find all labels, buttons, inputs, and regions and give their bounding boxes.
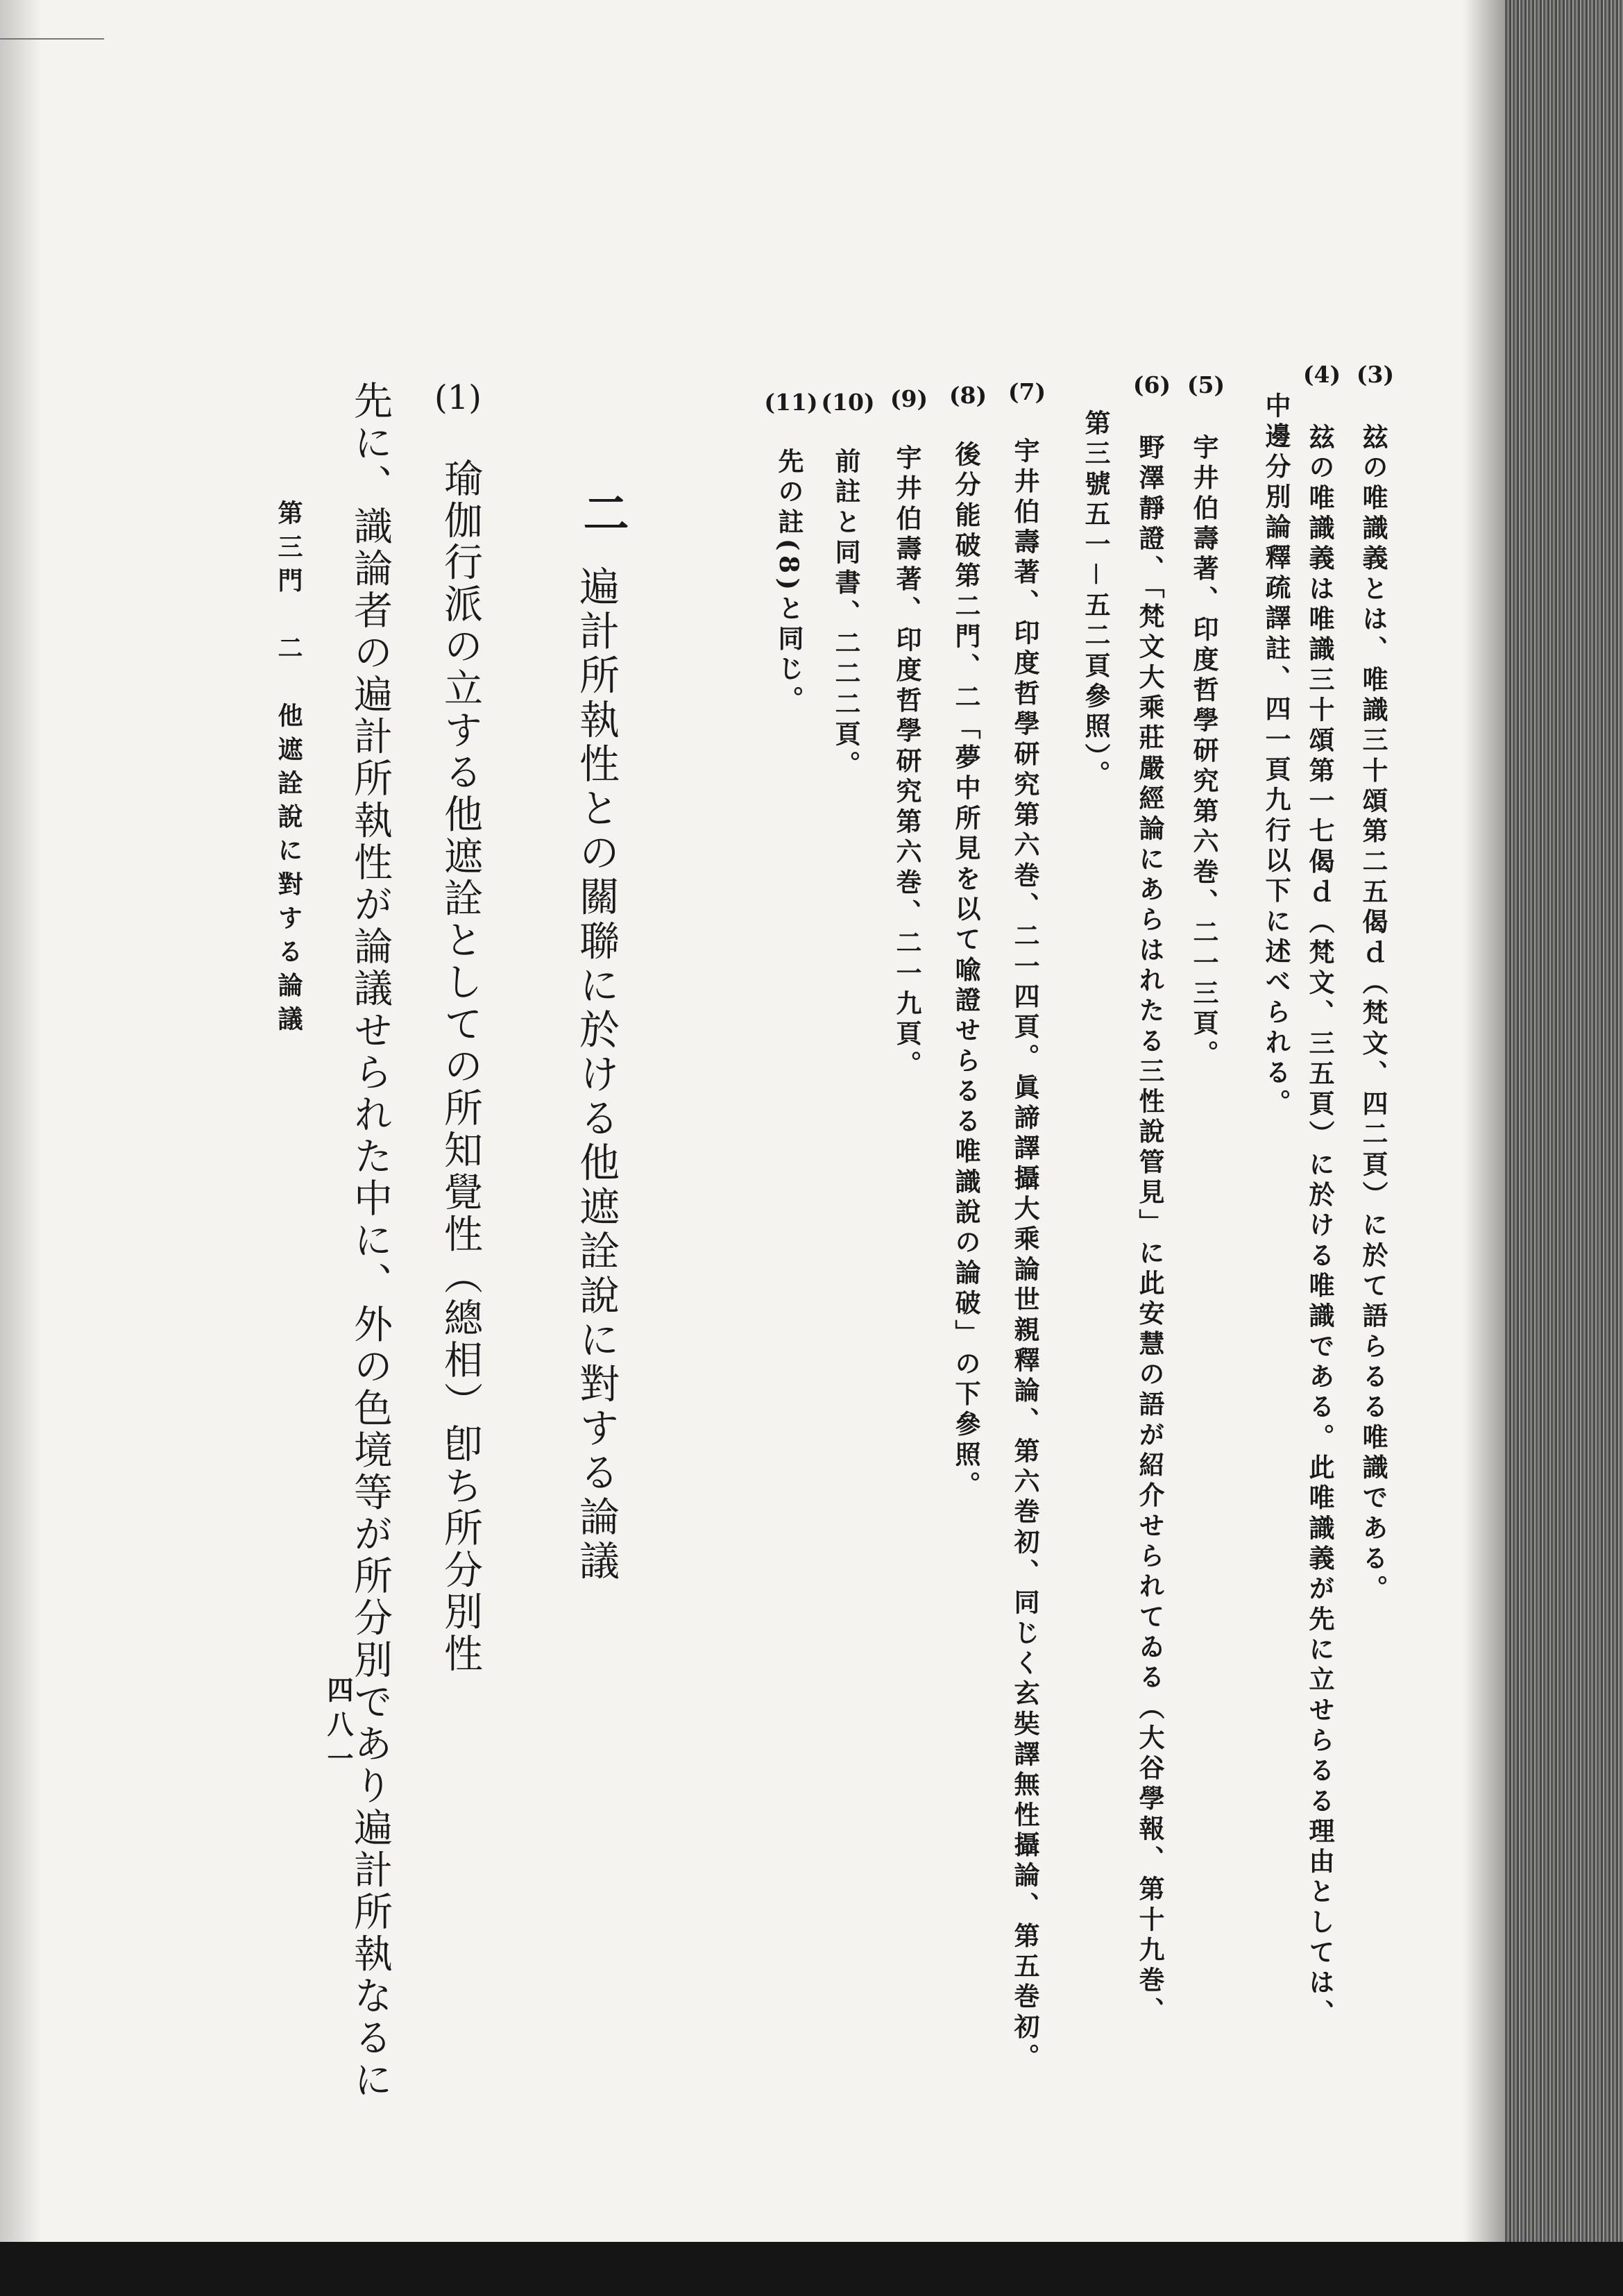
footnote-line: 玆の唯識義とは、唯識三十頌第二五偈ｄ（梵文、四二頁）に於て語らるる唯識である。 bbox=[1358, 423, 1388, 1605]
footnote-number: (4) bbox=[1302, 361, 1341, 388]
footnote-line: 前註と同書、二二二頁。 bbox=[831, 448, 861, 782]
footnote-line: 第三號五一－五二頁參照）。 bbox=[1080, 410, 1111, 791]
footnote-number: (5) bbox=[1187, 371, 1225, 398]
page-number: 四八一 bbox=[323, 1676, 354, 1780]
footnote-number: (9) bbox=[890, 385, 928, 412]
footnote-line: 宇井伯壽著、印度哲學研究第六巻、二一三頁。 bbox=[1189, 434, 1219, 1070]
body-line: 瑜伽行派の立する他遮詮としての所知覺性（總相）卽ち所分別性 bbox=[438, 458, 483, 1675]
section-title: 遍計所執性との關聯に於ける他遮詮說に對する論議 bbox=[572, 566, 620, 1585]
footnote-number: (3) bbox=[1356, 361, 1395, 388]
scan-bottom-edge bbox=[0, 2242, 1623, 2296]
footnote-reference: (1) bbox=[434, 378, 482, 417]
footnote-number: (6) bbox=[1132, 371, 1171, 398]
footnote-number: (11) bbox=[764, 389, 818, 416]
footnote-line: 野澤靜證、「梵文大乘莊嚴經論にあらはれたる三性說管見」に此安慧の語が紹介せられてゐる（大谷學報、第十九巻、 bbox=[1135, 434, 1165, 2027]
section-number: 二 bbox=[575, 489, 629, 535]
footnote-number: (8) bbox=[949, 382, 987, 409]
footnote-line: 玆の唯識義は唯識三十頌第一七偈ｄ（梵文、三五頁）に於ける唯識である。此唯識義が先に立せらるる理由としては、 bbox=[1305, 423, 1335, 2029]
footnote-line: 後分能破第二門、二「夢中所見を以て喩證せらるる唯識說の論破」の下參照。 bbox=[951, 441, 981, 1502]
body-line: 先に、識論者の遍計所執性が論議せられた中に、外の色境等が所分別であり遍計所執なるに bbox=[348, 380, 393, 2102]
footnote-line: 先の註(8)と同じ。 bbox=[774, 448, 804, 716]
footnote-line: 中邊分別論釋疏譯註、四一頁九行以下に述べられる。 bbox=[1261, 392, 1291, 1120]
footnote-number: (10) bbox=[821, 389, 875, 416]
footnote-number: (7) bbox=[1008, 378, 1046, 405]
running-head: 第三門 二 他遮詮說に對する論議 bbox=[274, 500, 303, 1040]
footnote-line: 宇井伯壽著、印度哲學研究第六巻、二一九頁。 bbox=[892, 444, 922, 1081]
footnote-line: 宇井伯壽著、印度哲學研究第六巻、二一四頁。眞諦譯攝大乘論世親釋論、第六巻初、同じく玄奘譯無性攝論、第五巻初。 bbox=[1010, 437, 1040, 2074]
